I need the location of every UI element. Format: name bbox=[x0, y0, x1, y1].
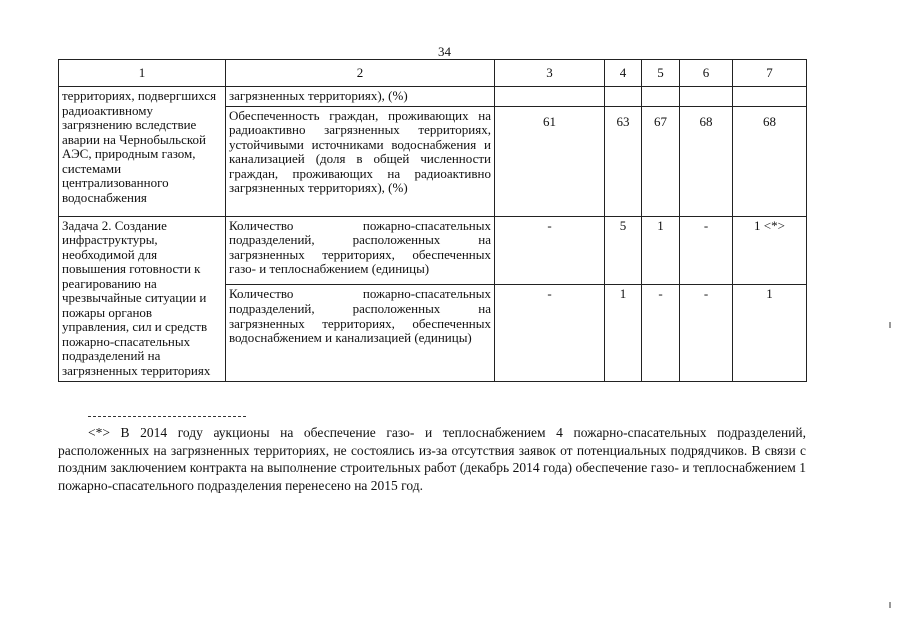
scan-mark bbox=[889, 322, 891, 328]
value-col-7: 1 bbox=[733, 285, 807, 381]
header-col-6: 6 bbox=[680, 60, 733, 87]
value-col-6: - bbox=[680, 285, 733, 381]
value-col-7: 68 bbox=[733, 106, 807, 216]
header-col-4: 4 bbox=[605, 60, 642, 87]
value-col-5: 67 bbox=[642, 106, 680, 216]
task-cell: территориях, подвергшихся радиоактивному загрязнению вследствие аварии на Чернобыльской АЭС, природным газом, системами централизованного водоснабжения bbox=[59, 87, 226, 217]
value-col-3: - bbox=[495, 285, 605, 381]
indicator-cell: Обеспеченность граждан, проживающих на радиоактивно загрязненных территориях, устойчивыми источниками водоснабжения и канализацией (доля в общей численности граждан, проживающих на радиоактивно загрязненных территориях), (%) bbox=[226, 106, 495, 216]
header-col-7: 7 bbox=[733, 60, 807, 87]
value-col-7: 1 <*> bbox=[733, 216, 807, 285]
value-col-4: 1 bbox=[605, 285, 642, 381]
value-col-3 bbox=[495, 87, 605, 107]
value-col-3: - bbox=[495, 216, 605, 285]
table-row bbox=[59, 87, 807, 107]
value-col-4: 5 bbox=[605, 216, 642, 285]
header-col-2: 2 bbox=[226, 60, 495, 87]
indicator-cell: Количество пожарно-спасательных подразделений, расположенных на загрязненных территориях, обеспеченных водоснабжением и канализацией (единицы) bbox=[226, 285, 495, 381]
value-col-6 bbox=[680, 87, 733, 107]
header-col-1: 1 bbox=[59, 60, 226, 87]
table-row bbox=[59, 216, 807, 285]
table-header-row bbox=[59, 60, 807, 87]
scan-mark bbox=[889, 602, 891, 608]
page-number: 34 bbox=[438, 44, 451, 59]
value-col-6: 68 bbox=[680, 106, 733, 216]
value-col-4: 63 bbox=[605, 106, 642, 216]
indicator-cell: загрязненных территориях), (%) bbox=[226, 87, 495, 107]
indicators-table bbox=[58, 59, 807, 382]
footnote-text: <*> В 2014 году аукционы на обеспечение газо- и теплоснабжением 4 пожарно-спасательных подразделений, расположенных на загрязненных территориях, не состоялись из-за отсутствия заявок от потенциальных подрядчиков. В связи с поздним заключением контракта на выполнение строительных работ (декабрь 2014 года) обеспечение газо- и теплоснабжением 1 пожарно-спасательного подразделения перенесено на 2015 год. bbox=[58, 425, 806, 493]
header-col-5: 5 bbox=[642, 60, 680, 87]
value-col-5: - bbox=[642, 285, 680, 381]
indicator-cell: Количество пожарно-спасательных подразделений, расположенных на загрязненных территориях, обеспеченных газо- и теплоснабжением (единицы) bbox=[226, 216, 495, 285]
task-cell: Задача 2. Создание инфраструктуры, необходимой для повышения готовности к реагированию на чрезвычайные ситуации и пожары органов управления, сил и средств пожарно-спасательных подразделений на загрязненных территориях bbox=[59, 216, 226, 381]
value-col-5 bbox=[642, 87, 680, 107]
value-col-7 bbox=[733, 87, 807, 107]
footnote-separator bbox=[88, 416, 246, 417]
value-col-3: 61 bbox=[495, 106, 605, 216]
value-col-5: 1 bbox=[642, 216, 680, 285]
value-col-6: - bbox=[680, 216, 733, 285]
header-col-3: 3 bbox=[495, 60, 605, 87]
value-col-4 bbox=[605, 87, 642, 107]
